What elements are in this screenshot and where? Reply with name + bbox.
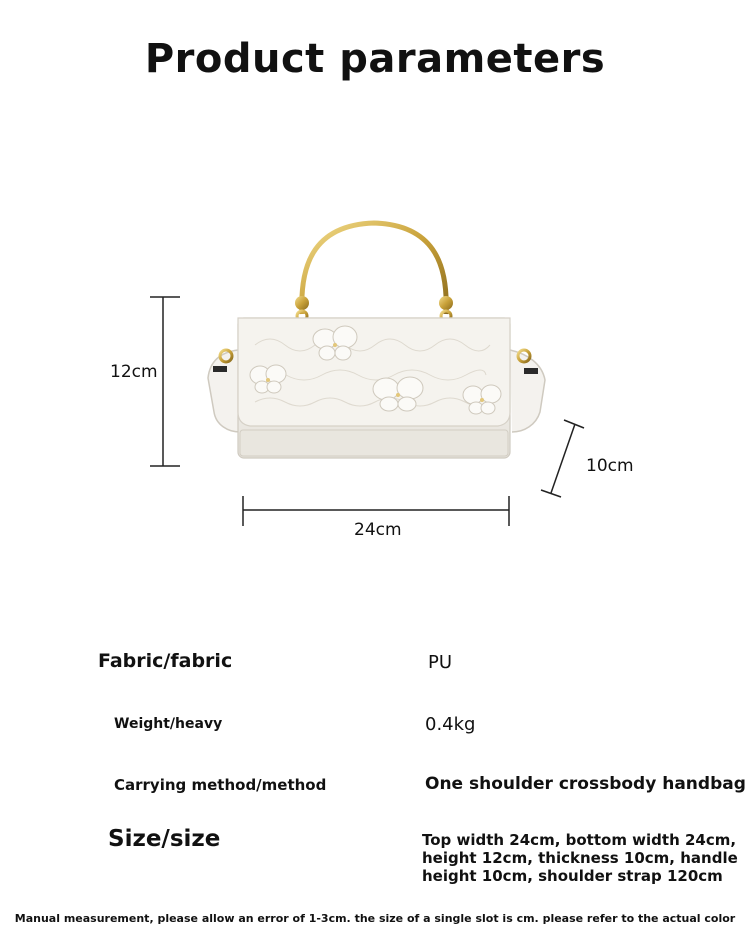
carrying-method-label: Carrying method/method (114, 776, 327, 794)
weight-label: Weight/heavy (114, 716, 223, 732)
size-value: Top width 24cm, bottom width 24cm, height 12cm, thickness 10cm, handle height 10cm, shoulder strap 120cm (422, 831, 738, 885)
size-label: Size/size (108, 826, 221, 852)
width-dimension-label: 24cm (354, 520, 402, 540)
thickness-dimension-line (541, 420, 584, 497)
height-dimension-label: 12cm (110, 362, 158, 382)
fabric-label: Fabric/fabric (98, 650, 233, 672)
page-title: Product parameters (144, 36, 606, 82)
carrying-method-value: One shoulder crossbody handbag (425, 774, 746, 794)
handbag-image (208, 223, 545, 458)
fabric-value: PU (428, 652, 453, 673)
weight-value: 0.4kg (425, 714, 476, 735)
footnote: Manual measurement, please allow an error of 1-3cm. the size of a single slot is cm. please refer to the actual color (14, 912, 736, 925)
thickness-dimension-label: 10cm (586, 456, 634, 476)
